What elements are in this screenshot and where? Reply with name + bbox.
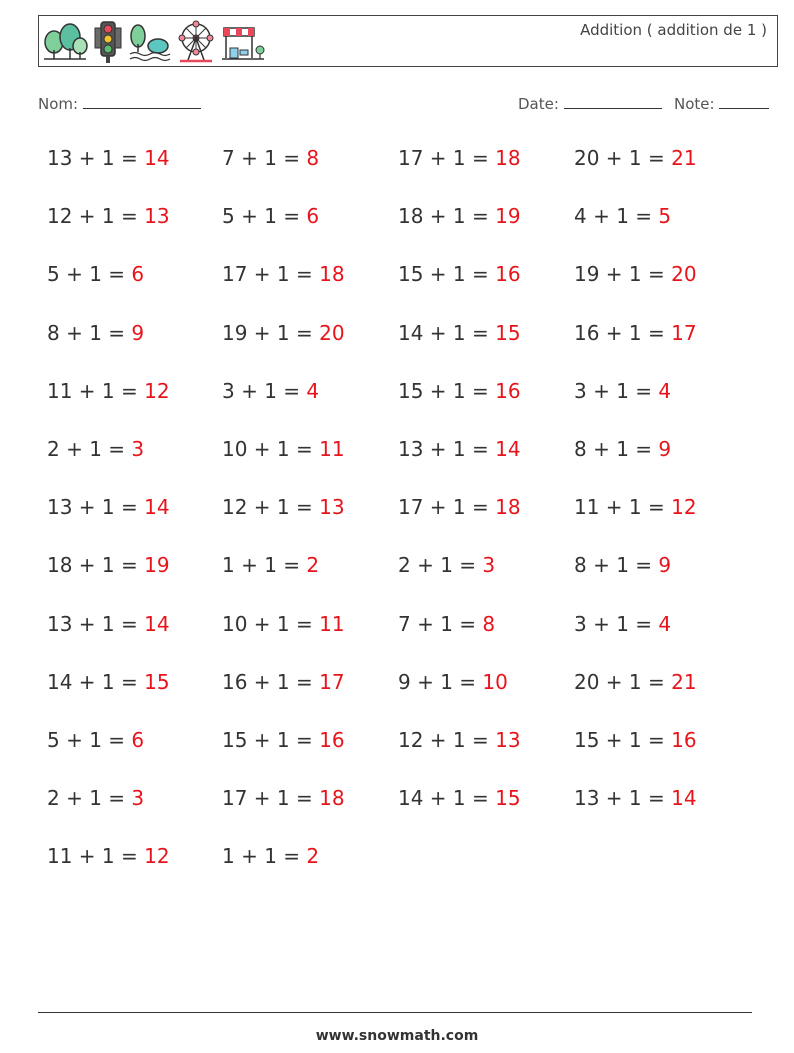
problem-answer: 8: [482, 611, 496, 636]
date-field: [518, 94, 662, 113]
problem-question: 20 + 1 =: [574, 669, 672, 694]
problem-item: [398, 786, 521, 810]
problem-answer: 2: [306, 844, 320, 869]
problem-answer: 17: [319, 669, 345, 694]
problem-question: 14 + 1 =: [47, 669, 145, 694]
problem-answer: 18: [495, 146, 521, 170]
problem-question: 3 + 1 =: [574, 611, 659, 636]
problem-answer: 6: [306, 204, 320, 229]
problem-item: [222, 553, 319, 577]
problem-answer: 21: [671, 146, 697, 170]
problem-item: [398, 553, 495, 577]
footer-divider: [38, 1012, 752, 1013]
problem-question: 11 + 1 =: [574, 495, 672, 520]
problem-answer: 16: [495, 262, 521, 287]
problem-answer: 15: [495, 786, 521, 811]
problem-question: 12 + 1 =: [222, 495, 320, 520]
problem-question: 2 + 1 =: [398, 553, 483, 578]
problem-item: [574, 379, 671, 403]
problem-question: 18 + 1 =: [398, 204, 496, 229]
problem-question: 10 + 1 =: [222, 611, 320, 636]
problem-answer: 15: [144, 669, 170, 694]
problem-answer: 20: [671, 262, 697, 287]
problem-question: 19 + 1 =: [222, 320, 320, 345]
problem-question: 2 + 1 =: [47, 437, 132, 461]
problem-item: [574, 786, 697, 810]
problem-item: [574, 670, 697, 694]
problem-question: 11 + 1 =: [47, 378, 145, 403]
date-label: Date:: [518, 95, 559, 113]
problem-question: 13 + 1 =: [398, 437, 496, 461]
problem-question: 5 + 1 =: [222, 204, 307, 229]
problem-question: 19 + 1 =: [574, 262, 672, 287]
problem-item: [47, 262, 144, 286]
problem-answer: 9: [131, 320, 145, 345]
problem-answer: 15: [495, 320, 521, 345]
problem-question: 9 + 1 =: [398, 669, 483, 694]
problem-item: [47, 786, 144, 810]
traffic-light-icon: [92, 20, 124, 64]
problem-answer: 3: [482, 553, 496, 578]
problem-item: [47, 553, 170, 577]
problem-question: 16 + 1 =: [222, 669, 320, 694]
problem-answer: 9: [658, 553, 672, 578]
problem-answer: 18: [319, 786, 345, 811]
problem-item: [398, 670, 508, 694]
problem-item: [222, 844, 319, 868]
problem-question: 5 + 1 =: [47, 728, 132, 752]
problem-item: [222, 437, 345, 461]
problem-item: [574, 437, 671, 461]
problem-question: 3 + 1 =: [222, 378, 307, 403]
problem-question: 17 + 1 =: [222, 786, 320, 811]
problem-item: [47, 204, 170, 228]
worksheet-title: Addition ( addition de 1 ): [580, 21, 767, 39]
name-field: [38, 94, 201, 113]
note-line[interactable]: [719, 94, 769, 109]
problem-item: [47, 670, 170, 694]
problem-answer: 13: [495, 728, 521, 752]
problem-answer: 14: [144, 611, 170, 636]
problem-item: [222, 612, 345, 636]
problem-answer: 19: [495, 204, 521, 229]
problem-item: [47, 379, 170, 403]
problem-question: 15 + 1 =: [222, 728, 320, 752]
date-line[interactable]: [564, 94, 662, 109]
problem-question: 3 + 1 =: [574, 378, 659, 403]
problem-question: 14 + 1 =: [398, 320, 496, 345]
problem-item: [398, 495, 521, 519]
problem-answer: 12: [144, 844, 170, 869]
problem-question: 17 + 1 =: [398, 495, 496, 520]
problem-item: [222, 379, 319, 403]
problem-question: 13 + 1 =: [47, 146, 145, 170]
market-stall-icon: [220, 22, 266, 62]
problem-answer: 13: [144, 204, 170, 229]
problem-item: [47, 728, 144, 752]
problem-item: [47, 495, 170, 519]
problem-answer: 18: [319, 262, 345, 287]
problem-answer: 11: [319, 611, 345, 636]
problem-question: 13 + 1 =: [47, 495, 145, 520]
problem-question: 1 + 1 =: [222, 553, 307, 578]
problem-answer: 9: [658, 437, 672, 461]
problem-question: 2 + 1 =: [47, 786, 132, 811]
problem-item: [398, 204, 521, 228]
problem-item: [398, 728, 521, 752]
problem-question: 7 + 1 =: [222, 146, 307, 170]
problem-question: 7 + 1 =: [398, 611, 483, 636]
problem-answer: 5: [658, 204, 672, 229]
problem-item: [47, 146, 170, 170]
problem-question: 14 + 1 =: [398, 786, 496, 811]
problem-answer: 13: [319, 495, 345, 520]
problem-question: 16 + 1 =: [574, 320, 672, 345]
problem-item: [398, 437, 521, 461]
problem-item: [222, 262, 345, 286]
problem-item: [222, 670, 345, 694]
problem-question: 20 + 1 =: [574, 146, 672, 170]
problem-item: [574, 204, 671, 228]
trees-icon: [42, 22, 88, 62]
problem-answer: 2: [306, 553, 320, 578]
name-line[interactable]: [83, 94, 201, 109]
name-label: Nom:: [38, 95, 79, 113]
problem-answer: 20: [319, 320, 345, 345]
park-pond-icon: [128, 22, 172, 62]
problem-item: [398, 321, 521, 345]
problem-item: [222, 495, 345, 519]
note-label: Note:: [674, 95, 715, 113]
problem-item: [574, 728, 697, 752]
problem-item: [47, 321, 144, 345]
problem-question: 18 + 1 =: [47, 553, 145, 578]
problem-question: 12 + 1 =: [398, 728, 496, 752]
problem-answer: 4: [306, 378, 320, 403]
problem-question: 8 + 1 =: [574, 437, 659, 461]
footer-site: www.snowmath.com: [315, 1028, 479, 1044]
problem-answer: 14: [144, 146, 170, 170]
problem-question: 8 + 1 =: [574, 553, 659, 578]
problem-item: [398, 379, 521, 403]
problem-question: 17 + 1 =: [222, 262, 320, 287]
problem-item: [574, 612, 671, 636]
problem-item: [398, 146, 521, 170]
problem-item: [574, 146, 697, 170]
problem-answer: 14: [144, 495, 170, 520]
problem-answer: 11: [319, 437, 345, 461]
problem-answer: 4: [658, 378, 672, 403]
problem-answer: 16: [319, 728, 345, 752]
problem-question: 13 + 1 =: [574, 786, 672, 811]
problem-answer: 18: [495, 495, 521, 520]
problem-question: 15 + 1 =: [574, 728, 672, 752]
problem-answer: 8: [306, 146, 320, 170]
problem-answer: 4: [658, 611, 672, 636]
header-icons: [42, 19, 266, 65]
problem-question: 15 + 1 =: [398, 378, 496, 403]
problem-item: [222, 321, 345, 345]
problem-item: [47, 844, 170, 868]
problem-answer: 14: [671, 786, 697, 811]
problem-answer: 12: [144, 378, 170, 403]
problem-item: [222, 146, 319, 170]
problem-item: [222, 786, 345, 810]
problem-question: 15 + 1 =: [398, 262, 496, 287]
problem-question: 5 + 1 =: [47, 262, 132, 287]
problem-answer: 12: [671, 495, 697, 520]
problem-answer: 16: [671, 728, 697, 752]
problem-question: 11 + 1 =: [47, 844, 145, 869]
problem-item: [574, 553, 671, 577]
problem-question: 13 + 1 =: [47, 611, 145, 636]
problem-answer: 10: [482, 669, 508, 694]
problem-item: [47, 612, 170, 636]
problem-answer: 21: [671, 669, 697, 694]
problem-answer: 6: [131, 728, 145, 752]
problem-item: [222, 728, 345, 752]
problem-item: [574, 495, 697, 519]
problem-question: 4 + 1 =: [574, 204, 659, 229]
note-field: [674, 94, 769, 113]
problem-question: 17 + 1 =: [398, 146, 496, 170]
problem-question: 8 + 1 =: [47, 320, 132, 345]
problem-item: [398, 262, 521, 286]
problem-item: [574, 262, 697, 286]
problem-answer: 17: [671, 320, 697, 345]
problem-item: [574, 321, 697, 345]
problem-answer: 16: [495, 378, 521, 403]
problem-answer: 3: [131, 437, 145, 461]
problem-answer: 19: [144, 553, 170, 578]
problem-answer: 14: [495, 437, 521, 461]
worksheet-header: [38, 15, 778, 67]
problem-answer: 3: [131, 786, 145, 811]
problem-answer: 6: [131, 262, 145, 287]
problem-question: 12 + 1 =: [47, 204, 145, 229]
problem-question: 10 + 1 =: [222, 437, 320, 461]
problem-item: [47, 437, 144, 461]
ferris-wheel-icon: [176, 20, 216, 64]
problem-item: [398, 612, 495, 636]
problem-question: 1 + 1 =: [222, 844, 307, 869]
problem-item: [222, 204, 319, 228]
